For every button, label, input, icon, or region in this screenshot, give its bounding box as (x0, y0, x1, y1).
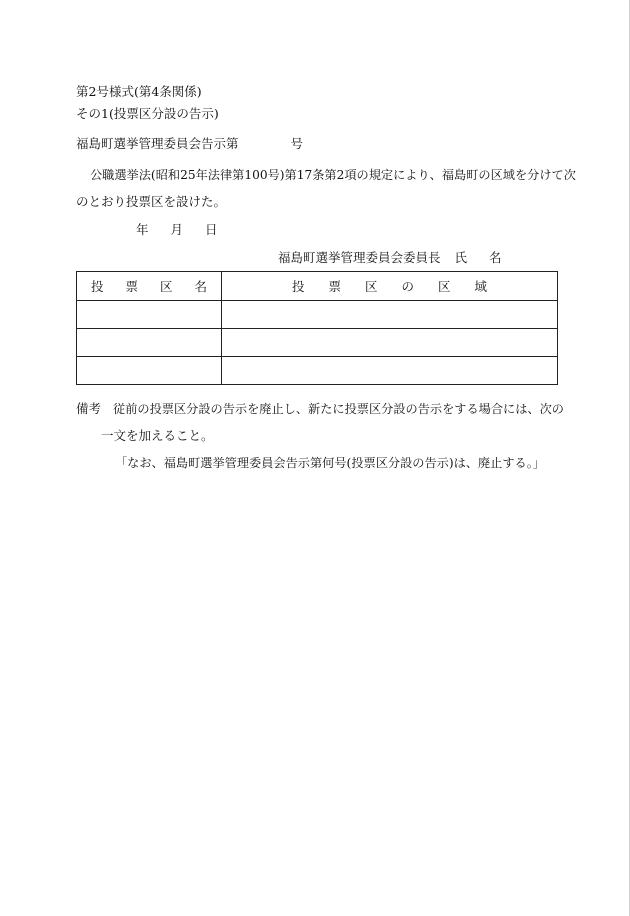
header-char: 票 (125, 279, 138, 294)
table-header-row (77, 272, 558, 301)
remarks-line-2: 一文を加えること。 (101, 428, 214, 443)
header-district-name (77, 272, 222, 301)
notice-number-line (76, 136, 303, 152)
header-char: 投 (291, 279, 305, 294)
body-line-1: 公職選挙法(昭和25年法律第100号)第17条第2項の規定により、福島町の区域を分けて次 (90, 168, 576, 182)
remarks-label: 備考 (76, 401, 102, 416)
header-char: の (401, 279, 415, 294)
header-char: 名 (194, 279, 208, 294)
table-cell-district-area (222, 301, 558, 329)
remarks-line-1 (76, 401, 564, 417)
remarks-quote: 「なお、福島町選挙管理委員会告示第何号(投票区分設の告示)は、廃止する。」 (115, 456, 545, 470)
header-char: 区 (160, 279, 173, 294)
notice-prefix: 福島町選挙管理委員会告示第 (76, 136, 239, 151)
table-cell-district-name (77, 357, 222, 385)
date-day: 日 (205, 222, 218, 237)
remarks-text-1: 従前の投票区分設の告示を廃止し、新たに投票区分設の告示をする場合には、次の (113, 402, 564, 416)
table-cell-district-name (77, 301, 222, 329)
header-char: 票 (328, 279, 341, 294)
table-cell-district-area (222, 357, 558, 385)
date-year: 年 (136, 222, 149, 237)
signer-mei: 名 (489, 250, 502, 265)
form-subtitle: その1(投票区分設の告示) (76, 106, 219, 121)
form-title: 第2号様式(第4条関係) (76, 84, 202, 99)
table-row (77, 329, 558, 357)
body-line-2: のとおり投票区を設けた。 (76, 194, 227, 209)
signer-title: 福島町選挙管理委員会委員長 (278, 250, 441, 265)
header-district-area (222, 272, 558, 301)
voting-district-table (76, 271, 558, 385)
table-cell-district-name (77, 329, 222, 357)
date-line (136, 222, 218, 238)
table-row (77, 357, 558, 385)
date-month: 月 (170, 222, 184, 237)
header-char: 投 (90, 279, 104, 294)
table-cell-district-area (222, 329, 558, 357)
notice-suffix: 号 (290, 136, 304, 151)
header-char: 区 (364, 279, 378, 294)
table-row (77, 301, 558, 329)
signer-line (278, 250, 502, 266)
header-char: 域 (474, 279, 488, 294)
header-char: 区 (438, 279, 451, 294)
signer-shi: 氏 (454, 250, 468, 265)
